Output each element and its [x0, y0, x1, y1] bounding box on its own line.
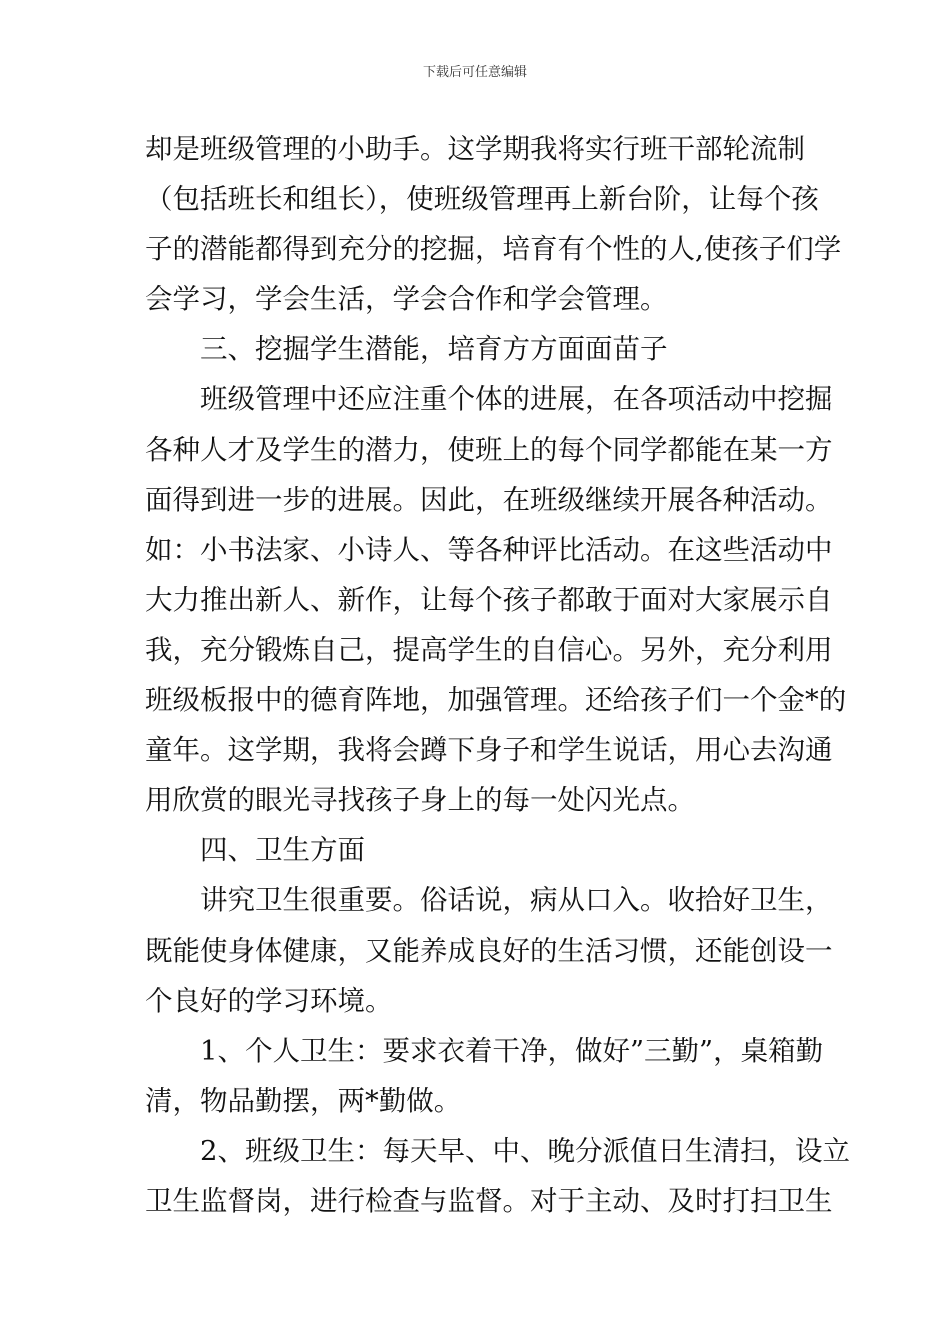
text-line: 各种人才及学生的潜力，使班上的每个同学都能在某一方 — [145, 433, 833, 466]
document-body — [145, 124, 850, 1226]
text-line: 卫生监督岗，进行检查与监督。对于主动、及时打扫卫生 — [145, 1184, 833, 1217]
text-line: 个良好的学习环境。 — [145, 984, 393, 1017]
text-line: 会学习，学会生活，学会合作和学会管理。 — [145, 283, 668, 316]
page-header: 下载后可任意编辑 — [422, 65, 527, 80]
text-line: 2、班级卫生：每天早、中、晚分派值日生清扫，设立 — [145, 1134, 850, 1167]
text-line: 用欣赏的眼光寻找孩子身上的每一处闪光点。 — [145, 784, 695, 817]
text-line: 子的潜能都得到充分的挖掘，培育有个性的人,使孩子们学 — [145, 233, 842, 266]
text-line: 面得到进一步的进展。因此，在班级继续开展各种活动。 — [145, 483, 833, 516]
section-heading: 三、挖掘学生潜能，培育方方面面苗子 — [145, 333, 668, 366]
text-line: 班级板报中的德育阵地，加强管理。还给孩子们一个金*的 — [145, 684, 847, 717]
text-line: 1、个人卫生：要求衣着干净，做好”三勤”，桌箱勤 — [145, 1034, 824, 1067]
section-heading: 四、卫生方面 — [145, 834, 365, 867]
text-line: 却是班级管理的小助手。这学期我将实行班干部轮流制 — [145, 133, 805, 165]
text-line: 清，物品勤摆，两*勤做。 — [145, 1084, 462, 1117]
text-line: 我，充分锻炼自己，提高学生的自信心。另外，充分利用 — [145, 633, 833, 666]
text-line: 童年。这学期，我将会蹲下身子和学生说话，用心去沟通 — [145, 734, 833, 767]
text-line: 大力推出新人、新作，让每个孩子都敢于面对大家展示自 — [145, 583, 833, 616]
text-line: 班级管理中还应注重个体的进展，在各项活动中挖掘 — [145, 383, 833, 416]
text-line: 既能使身体健康，又能养成良好的生活习惯，还能创设一 — [145, 934, 833, 967]
text-line: （包括班长和组长），使班级管理再上新台阶，让每个孩 — [145, 183, 819, 216]
text-line: 讲究卫生很重要。俗话说，病从口入。收拾好卫生， — [145, 884, 833, 917]
text-line: 如：小书法家、小诗人、等各种评比活动。在这些活动中 — [145, 533, 833, 566]
